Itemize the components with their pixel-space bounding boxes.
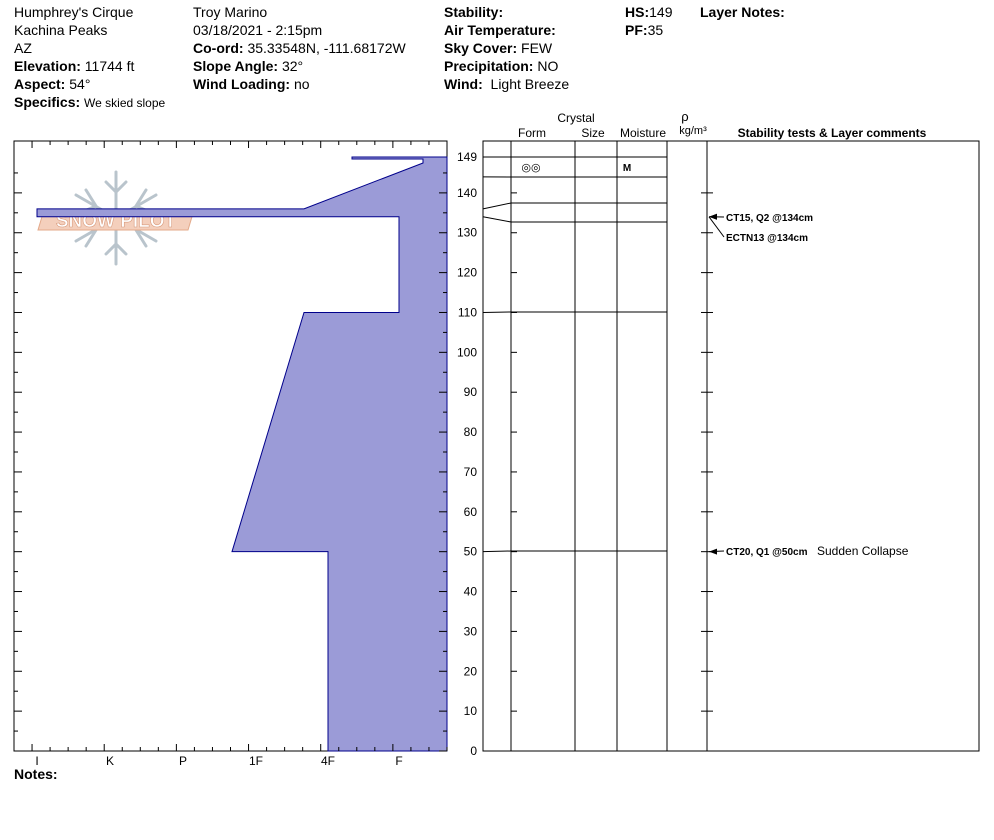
- depth-label: 60: [463, 504, 477, 519]
- depth-label: 80: [463, 425, 477, 440]
- stability-header: Stability tests & Layer comments: [737, 126, 927, 140]
- depth-label: 50: [463, 544, 477, 559]
- wind-loading-value: no: [293, 76, 310, 92]
- stability-label: Stability:: [444, 4, 504, 20]
- moisture-value: M: [622, 162, 632, 174]
- sky-value: FEW: [521, 40, 553, 56]
- test-label: ECTN13 @134cm: [726, 233, 809, 244]
- specifics-label: Specifics:: [14, 94, 81, 110]
- wind-label: Wind:: [444, 76, 483, 92]
- hardness-labels: [35, 754, 402, 768]
- location-name: Humphrey's Cirque: [14, 4, 134, 20]
- grain-form-symbol: ◎◎: [521, 161, 541, 174]
- hardness-label: 4F: [320, 754, 336, 768]
- precip-label: Precipitation:: [444, 58, 534, 74]
- specifics-value: We skied slope: [84, 96, 166, 110]
- wind-value: Light Breeze: [490, 76, 570, 92]
- elevation-label: Elevation:: [14, 58, 81, 74]
- hardness-label: F: [395, 754, 403, 768]
- layer-table-columns: [511, 141, 707, 751]
- hs-label: HS:: [625, 4, 650, 20]
- test-label: CT20, Q1 @50cm: [726, 547, 808, 558]
- pf-value: 35: [647, 22, 664, 38]
- test-label: CT15, Q2 @134cm: [726, 213, 814, 224]
- moisture-header: Moisture: [619, 126, 667, 140]
- depth-label: 30: [463, 624, 477, 639]
- hs-value: 149: [649, 4, 673, 20]
- aspect-label: Aspect:: [14, 76, 66, 92]
- size-header: Size: [581, 126, 605, 140]
- test-arrowhead: [709, 549, 717, 555]
- rho-header: ρ: [681, 109, 689, 124]
- snowpilot-logo: [38, 172, 194, 264]
- layer-notes-label: Layer Notes:: [700, 4, 785, 20]
- depth-label: 149: [456, 150, 477, 164]
- air-temperature-label: Air Temperature:: [444, 22, 556, 38]
- state-name: AZ: [14, 40, 32, 56]
- form-header: Form: [518, 126, 546, 140]
- density-unit-header: kg/m³: [679, 125, 707, 137]
- depth-label: 130: [456, 225, 477, 240]
- notes-label: Notes:: [14, 766, 58, 782]
- range-name: Kachina Peaks: [14, 22, 108, 38]
- depth-label: 20: [463, 664, 477, 679]
- hardness-profile: [37, 157, 447, 751]
- depth-label: 110: [457, 305, 477, 320]
- date-time: 03/18/2021 - 2:15pm: [193, 22, 323, 38]
- hardness-label: P: [178, 754, 188, 768]
- logo-text: SNOW PILOT: [55, 211, 177, 232]
- wind-loading-label: Wind Loading:: [193, 76, 291, 92]
- precip-value: NO: [537, 58, 559, 74]
- depth-label: 120: [456, 265, 477, 280]
- hardness-label: K: [105, 754, 115, 768]
- depth-label: 0: [470, 744, 477, 758]
- depth-label: 100: [456, 345, 477, 360]
- elevation-value: 11744 ft: [84, 58, 135, 74]
- observer-name: Troy Marino: [193, 4, 268, 20]
- test-arrow: [709, 217, 724, 237]
- layer-depth-ticks: [511, 193, 713, 751]
- depth-label: 10: [463, 704, 477, 719]
- hardness-label: I: [35, 754, 39, 768]
- hardness-label: 1F: [248, 754, 264, 768]
- stability-tests: [709, 213, 909, 558]
- aspect-value: 54°: [69, 76, 91, 92]
- depth-label: 70: [463, 464, 477, 479]
- coord-label: Co-ord:: [193, 40, 244, 56]
- slope-value: 32°: [281, 58, 304, 74]
- layer-cells: [521, 162, 631, 174]
- depth-labels: [457, 150, 477, 758]
- sky-label: Sky Cover:: [444, 40, 518, 56]
- test-comment: Sudden Collapse: [817, 544, 909, 558]
- depth-label: 40: [463, 584, 477, 599]
- slope-label: Slope Angle:: [193, 58, 279, 74]
- depth-label: 90: [463, 385, 477, 400]
- crystal-header: Crystal: [557, 111, 595, 125]
- coord-value: 35.33548N, -111.68172W: [247, 40, 406, 56]
- pf-label: PF:: [625, 22, 648, 38]
- depth-label: 140: [456, 185, 477, 200]
